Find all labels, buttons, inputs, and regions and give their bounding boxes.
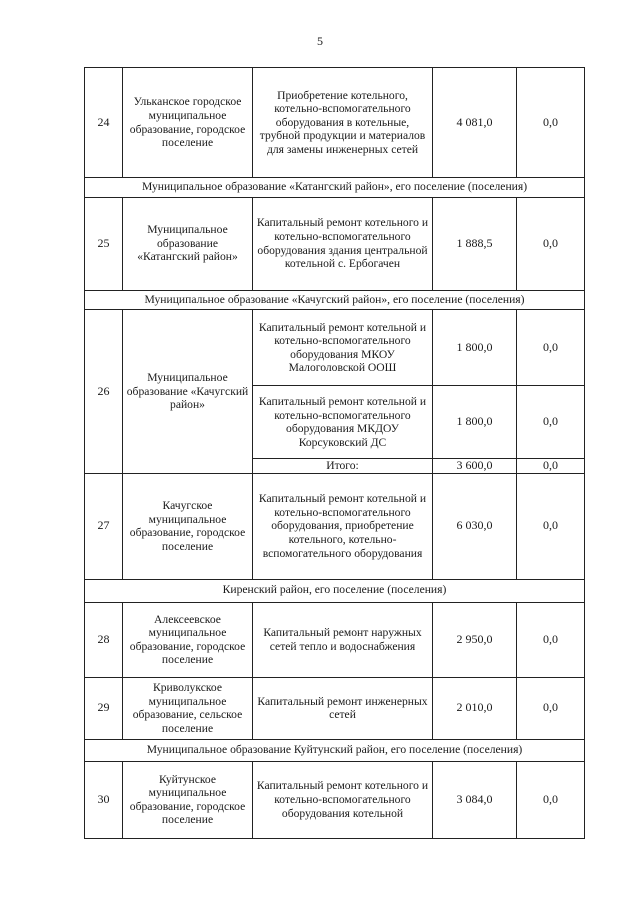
table-row: [85, 602, 585, 677]
municipality-cell: Улькaнское городское муниципальное образование, городское поселение: [123, 68, 253, 178]
row-number: 25: [85, 197, 123, 290]
municipality-cell: Алексеевское муниципальное образование, городское поселение: [123, 602, 253, 677]
zero-amount-cell: 0,0: [517, 386, 585, 459]
table-row: [85, 473, 585, 579]
municipality-cell: Муниципальное образование «Качугский район»: [123, 310, 253, 474]
table-row: [85, 761, 585, 838]
row-number: 29: [85, 677, 123, 739]
section-header: Муниципальное образование Куйтунский район, его поселение (поселения): [85, 739, 585, 761]
work-description-cell: Капитальный ремонт наружных сетей тепло и водоснабжения: [253, 602, 433, 677]
amount-cell: 1 800,0: [433, 386, 517, 459]
zero-amount-cell: 0,0: [517, 602, 585, 677]
zero-amount-cell: 0,0: [517, 761, 585, 838]
amount-cell: 4 081,0: [433, 68, 517, 178]
work-description-cell: Капитальный ремонт котельного и котельно-вспомогательного оборудования котельной: [253, 761, 433, 838]
amount-cell: 2 010,0: [433, 677, 517, 739]
section-header: Муниципальное образование «Катангский район», его поселение (поселения): [85, 178, 585, 198]
zero-amount-cell: 0,0: [517, 68, 585, 178]
municipality-cell: Качугское муниципальное образование, городское поселение: [123, 473, 253, 579]
work-description-cell: Приобретение котельного, котельно-вспомогательного оборудования в котельные, трубной продукции и материалов для замены инженерных сетей: [253, 68, 433, 178]
total-zero-amount: 0,0: [517, 459, 585, 474]
row-number: 24: [85, 68, 123, 178]
row-number: 26: [85, 310, 123, 474]
zero-amount-cell: 0,0: [517, 310, 585, 386]
section-header: Муниципальное образование «Качугский район», его поселение (поселения): [85, 290, 585, 310]
work-description-cell: Капитальный ремонт котельной и котельно-вспомогательного оборудования, приобретение котельного, котельно-вспомогательного оборудования: [253, 473, 433, 579]
section-header: Киренский район, его поселение (поселения): [85, 579, 585, 602]
funding-table: [84, 67, 585, 839]
work-description-cell: Капитальный ремонт котельной и котельно-вспомогательного оборудования МКДОУ Корсуковский ДС: [253, 386, 433, 459]
table-row: [85, 197, 585, 290]
work-description-cell: Капитальный ремонт котельного и котельно-вспомогательного оборудования здания центральной котельной с. Ербогачен: [253, 197, 433, 290]
amount-cell: 1 800,0: [433, 310, 517, 386]
municipality-cell: Куйтунское муниципальное образование, городское поселение: [123, 761, 253, 838]
amount-cell: 6 030,0: [433, 473, 517, 579]
total-amount: 3 600,0: [433, 459, 517, 474]
work-description-cell: Капитальный ремонт котельной и котельно-вспомогательного оборудования МКОУ Малоголовской ООШ: [253, 310, 433, 386]
row-number: 28: [85, 602, 123, 677]
amount-cell: 1 888,5: [433, 197, 517, 290]
row-number: 30: [85, 761, 123, 838]
zero-amount-cell: 0,0: [517, 197, 585, 290]
amount-cell: 2 950,0: [433, 602, 517, 677]
page-number: 5: [317, 34, 323, 48]
row-number: 27: [85, 473, 123, 579]
total-label: Итого:: [253, 459, 433, 474]
table-row: [85, 310, 585, 386]
municipality-cell: Криволукское муниципальное образование, сельское поселение: [123, 677, 253, 739]
amount-cell: 3 084,0: [433, 761, 517, 838]
municipality-cell: Муниципальное образование «Катангский район»: [123, 197, 253, 290]
zero-amount-cell: 0,0: [517, 677, 585, 739]
zero-amount-cell: 0,0: [517, 473, 585, 579]
work-description-cell: Капитальный ремонт инженерных сетей: [253, 677, 433, 739]
table-row: [85, 68, 585, 178]
table-row: [85, 677, 585, 739]
